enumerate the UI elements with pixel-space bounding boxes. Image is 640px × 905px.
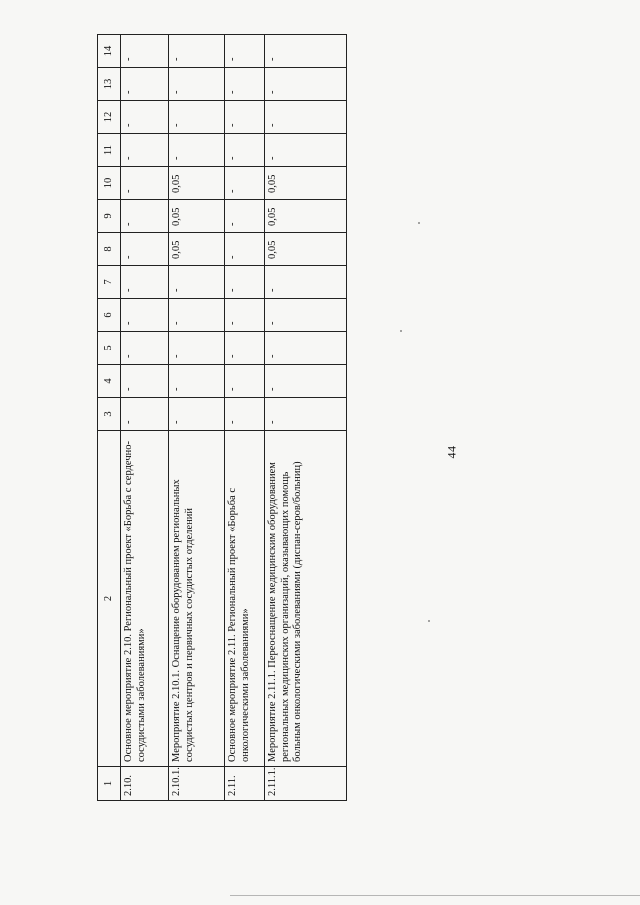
table-cell: - <box>121 167 169 200</box>
table-cell: - <box>225 365 265 398</box>
table-cell: - <box>225 233 265 266</box>
table-cell: - <box>169 332 225 365</box>
row-number: 2.11. <box>225 767 265 801</box>
row-description: Основное мероприятие 2.11. Региональный проект «Борьба с онкологическими заболеваниями» <box>225 431 265 767</box>
table-cell: - <box>265 332 347 365</box>
table-cell: - <box>225 299 265 332</box>
table-cell: - <box>121 200 169 233</box>
table-row <box>225 35 265 801</box>
table-cell: - <box>225 266 265 299</box>
table-cell: - <box>169 35 225 68</box>
table-cell: 0,05 <box>169 233 225 266</box>
table-cell: - <box>169 299 225 332</box>
table-cell: - <box>265 68 347 101</box>
table-cell: - <box>121 299 169 332</box>
column-header: 11 <box>98 134 121 167</box>
table-cell: - <box>121 365 169 398</box>
table-cell: - <box>121 233 169 266</box>
column-header: 10 <box>98 167 121 200</box>
row-description: Мероприятие 2.11.1. Переоснащение медицинским оборудованием региональных медицинских организаций, оказывающих помощь больным онкологическими заболеваниями (диспан-серов/больниц) <box>265 431 347 767</box>
table-row <box>265 35 347 801</box>
table-cell: - <box>169 68 225 101</box>
row-description: Мероприятие 2.10.1. Оснащение оборудованием региональных сосудистых центров и первичных сосудистых отделений <box>169 431 225 767</box>
column-header: 14 <box>98 35 121 68</box>
table-cell: - <box>265 299 347 332</box>
table-cell: 0,05 <box>265 167 347 200</box>
table-cell: - <box>121 68 169 101</box>
row-number: 2.11.1. <box>265 767 347 801</box>
table-cell: 0,05 <box>169 200 225 233</box>
table-cell: 0,05 <box>169 167 225 200</box>
column-header: 8 <box>98 233 121 266</box>
header-row <box>98 35 121 801</box>
table-row <box>169 35 225 801</box>
table-cell: - <box>225 332 265 365</box>
scan-speck <box>418 222 420 224</box>
table-cell: 0,05 <box>265 233 347 266</box>
table-cell: - <box>265 101 347 134</box>
table-container <box>97 35 341 801</box>
table-cell: - <box>121 398 169 431</box>
table-row <box>121 35 169 801</box>
column-header: 3 <box>98 398 121 431</box>
table-cell: - <box>121 266 169 299</box>
table-cell: - <box>121 134 169 167</box>
table-cell: - <box>225 101 265 134</box>
table-cell: - <box>225 398 265 431</box>
table-cell: - <box>265 35 347 68</box>
table-cell: - <box>121 332 169 365</box>
table-cell: - <box>169 134 225 167</box>
row-number: 2.10.1. <box>169 767 225 801</box>
column-header: 4 <box>98 365 121 398</box>
row-description: Основное мероприятие 2.10. Региональный проект «Борьба с сердечно-сосудистыми заболеваниями» <box>121 431 169 767</box>
table-cell: - <box>265 266 347 299</box>
column-header: 6 <box>98 299 121 332</box>
column-header: 13 <box>98 68 121 101</box>
table-cell: - <box>225 35 265 68</box>
column-header: 2 <box>98 431 121 767</box>
table-cell: - <box>265 365 347 398</box>
table-cell: - <box>121 35 169 68</box>
table-cell: - <box>225 167 265 200</box>
data-table <box>97 34 347 801</box>
table-cell: - <box>225 68 265 101</box>
page-number: 44 <box>444 445 459 459</box>
table-cell: - <box>169 365 225 398</box>
scan-speck <box>400 330 402 332</box>
table-cell: - <box>121 101 169 134</box>
scan-speck <box>428 620 430 622</box>
table-cell: - <box>225 134 265 167</box>
column-header: 9 <box>98 200 121 233</box>
column-header: 7 <box>98 266 121 299</box>
column-header: 1 <box>98 767 121 801</box>
column-header: 12 <box>98 101 121 134</box>
scan-artifact-line <box>230 895 640 896</box>
table-cell: - <box>169 101 225 134</box>
table-cell: - <box>169 266 225 299</box>
column-header: 5 <box>98 332 121 365</box>
table-cell: - <box>265 398 347 431</box>
table-cell: - <box>225 200 265 233</box>
row-number: 2.10. <box>121 767 169 801</box>
table-cell: - <box>169 398 225 431</box>
table-cell: - <box>265 134 347 167</box>
table-cell: 0,05 <box>265 200 347 233</box>
